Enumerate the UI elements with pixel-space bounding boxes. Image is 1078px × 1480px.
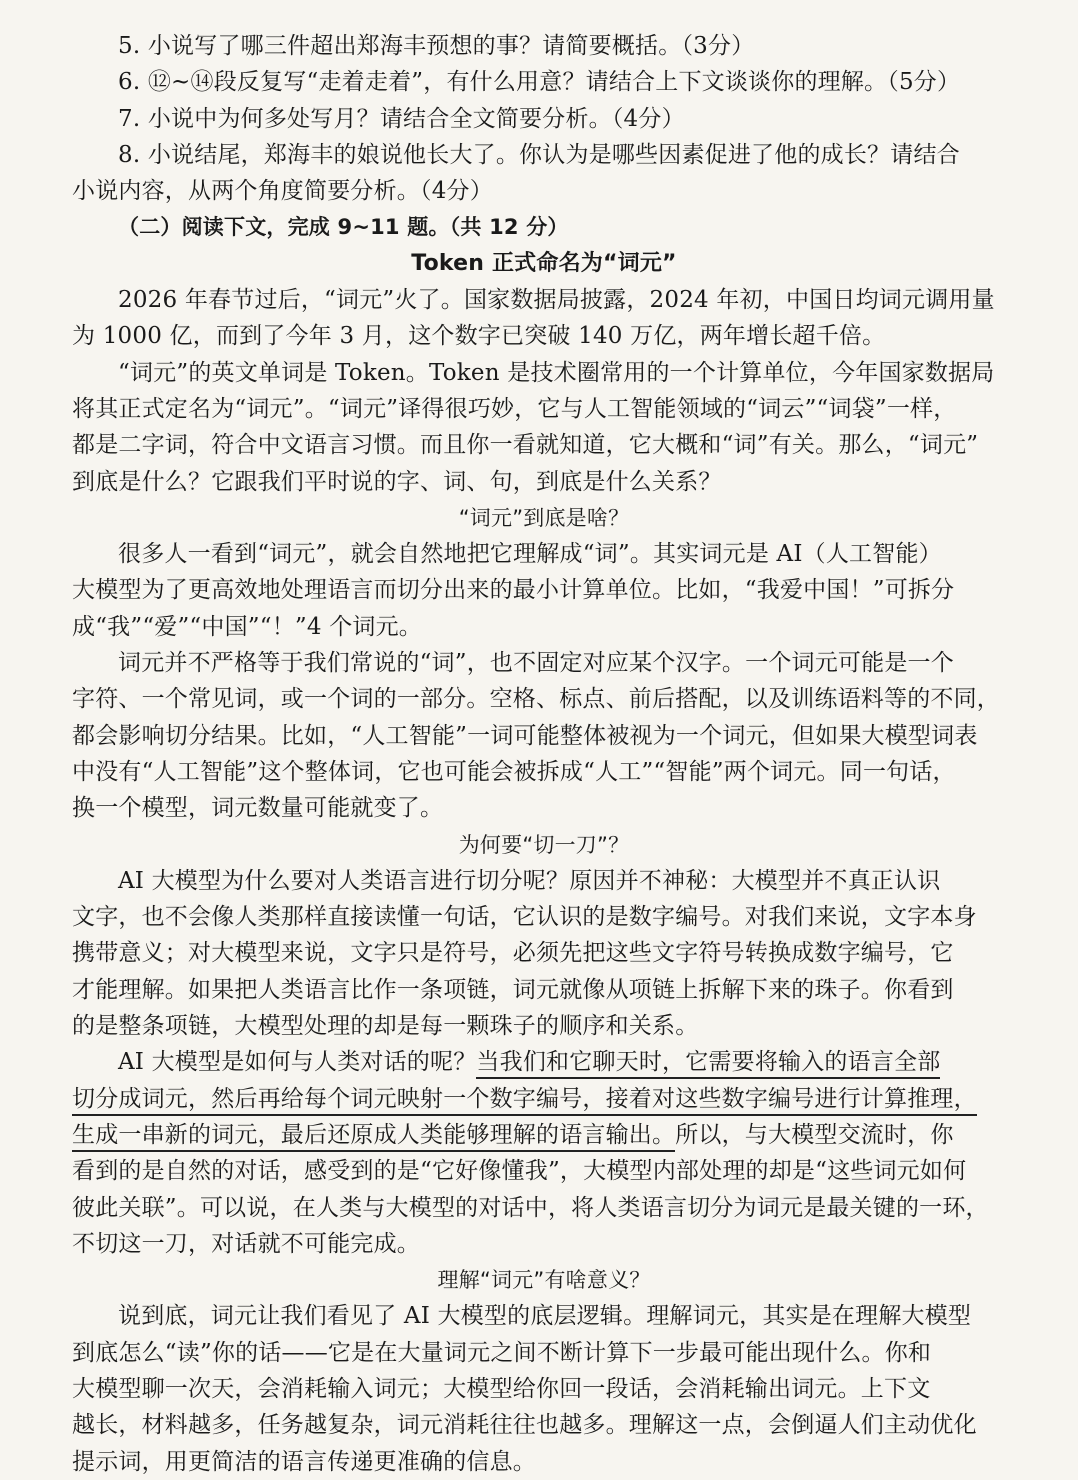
paragraph-line: 看到的是自然的对话，感受到的是“它好像懂我”，大模型内部处理的却是“这些词元如何 — [72, 1158, 967, 1185]
plain-text: AI 大模型是如何与人类对话的呢？ — [118, 1049, 477, 1076]
article-title: Token 正式命名为“词元” — [411, 250, 677, 276]
paragraph-line: 到底怎么“读”你的话——它是在大量词元之间不断计算下一步最可能出现什么。你和 — [72, 1339, 932, 1366]
paragraph-line: 越长，材料越多，任务越复杂，词元消耗往往也越多。理解这一点，会倒逼人们主动优化 — [72, 1412, 977, 1439]
question-5: 5. 小说写了哪三件超出郑海丰预想的事？请简要概括。（3分） — [118, 33, 755, 59]
underlined-text: 生成一串新的词元，最后还原成人类能够理解的语言输出。 — [72, 1122, 675, 1152]
paragraph-line: 大模型聊一次天，会消耗输入词元；大模型给你回一段话，会消耗输出词元。上下文 — [72, 1375, 931, 1402]
paragraph-line: 为 1000 亿，而到了今年 3 月，这个数字已突破 140 万亿，两年增长超千倍。 — [72, 323, 886, 350]
subheading: 为何要“切一刀”？ — [458, 832, 630, 857]
paragraph-line: 携带意义；对大模型来说，文字只是符号，必须先把这些文字符号转换成数字编号，它 — [72, 940, 954, 967]
question-6: 6. ⑫~⑭段反复写“走着走着”，有什么用意？请结合上下文谈谈你的理解。（5分） — [118, 69, 961, 96]
paragraph-line: 字符、一个常见词，或一个词的一部分。空格、标点、前后搭配，以及训练语料等的不同， — [72, 686, 1000, 713]
paragraph-line: 提示词，用更简洁的语言传递更准确的信息。 — [72, 1448, 536, 1475]
paragraph-line: 大模型为了更高效地处理语言而切分出来的最小计算单位。比如，“我爱中国！”可拆分 — [72, 577, 955, 604]
paragraph-line: “词元”的英文单词是 Token。Token 是技术圈常用的一个计算单位，今年国家数据局 — [118, 359, 995, 386]
subheading: 理解“词元”有啥意义？ — [437, 1268, 651, 1293]
underlined-text: 当我们和它聊天时，它需要将输入的语言全部 — [476, 1049, 940, 1079]
paragraph-line: 成“我”“爱”“中国”“！”4 个词元。 — [72, 613, 423, 640]
paragraph-line: AI 大模型为什么要对人类语言进行切分呢？原因并不神秘：大模型并不真正认识 — [118, 867, 941, 894]
section-heading: （二）阅读下文，完成 9~11 题。（共 12 分） — [118, 215, 569, 240]
underlined-text: 切分成词元，然后再给每个词元映射一个数字编号，接着对这些数字编号进行计算推理， — [72, 1086, 977, 1116]
paragraph-line — [72, 1117, 1016, 1153]
paragraph-line: 换一个模型，词元数量可能就变了。 — [72, 795, 444, 822]
paragraph-line: 彼此关联”。可以说，在人类与大模型的对话中，将人类语言切分为词元是最关键的一环， — [72, 1194, 989, 1221]
question-8: 8. 小说结尾，郑海丰的娘说他长大了。你认为是哪些因素促进了他的成长？请结合 — [118, 141, 960, 168]
paragraph-line: 都会影响切分结果。比如，“人工智能”一词可能整体被视为一个词元，但如果大模型词表 — [72, 722, 978, 749]
subheading: “词元”到底是啥？ — [458, 505, 630, 530]
paragraph-line: 都是二字词，符合中文语言习惯。而且你一看就知道，它大概和“词”有关。那么，“词元” — [72, 432, 979, 459]
paragraph-line: 不切这一刀，对话就不可能完成。 — [72, 1230, 420, 1257]
document-page — [72, 28, 1016, 1480]
paragraph-line: 很多人一看到“词元”，就会自然地把它理解成“词”。其实词元是 AI（人工智能） — [118, 541, 942, 568]
paragraph-line: 文字，也不会像人类那样直接读懂一句话，它认识的是数字编号。对我们来说，文字本身 — [72, 904, 977, 931]
plain-text: 所以，与大模型交流时，你 — [675, 1121, 954, 1148]
question-7: 7. 小说中为何多处写月？请结合全文简要分析。（4分） — [118, 105, 685, 132]
paragraph-line: 2026 年春节过后，“词元”火了。国家数据局披露，2024 年初，中国日均词元调用量 — [118, 287, 995, 314]
paragraph-line: 中没有“人工智能”这个整体词，它也可能会被拆成“人工”“智能”两个词元。同一句话， — [72, 758, 956, 785]
question-8-cont: 小说内容，从两个角度简要分析。（4分） — [72, 178, 493, 205]
paragraph-line: 的是整条项链，大模型处理的却是每一颗珠子的顺序和关系。 — [72, 1013, 699, 1040]
paragraph-line: 才能理解。如果把人类语言比作一条项链，词元就像从项链上拆解下来的珠子。你看到 — [72, 976, 954, 1003]
paragraph-line: 说到底，词元让我们看见了 AI 大模型的底层逻辑。理解词元，其实是在理解大模型 — [118, 1303, 972, 1330]
paragraph-line: 将其正式定名为“词元”。“词元”译得很巧妙，它与人工智能领域的“词云”“词袋”一样， — [72, 395, 957, 422]
paragraph-line — [72, 1081, 1016, 1117]
paragraph-line — [72, 1044, 1016, 1080]
paragraph-line: 词元并不严格等于我们常说的“词”，也不固定对应某个汉字。一个词元可能是一个 — [118, 650, 954, 677]
paragraph-line: 到底是什么？它跟我们平时说的字、词、句，到底是什么关系？ — [72, 468, 722, 495]
